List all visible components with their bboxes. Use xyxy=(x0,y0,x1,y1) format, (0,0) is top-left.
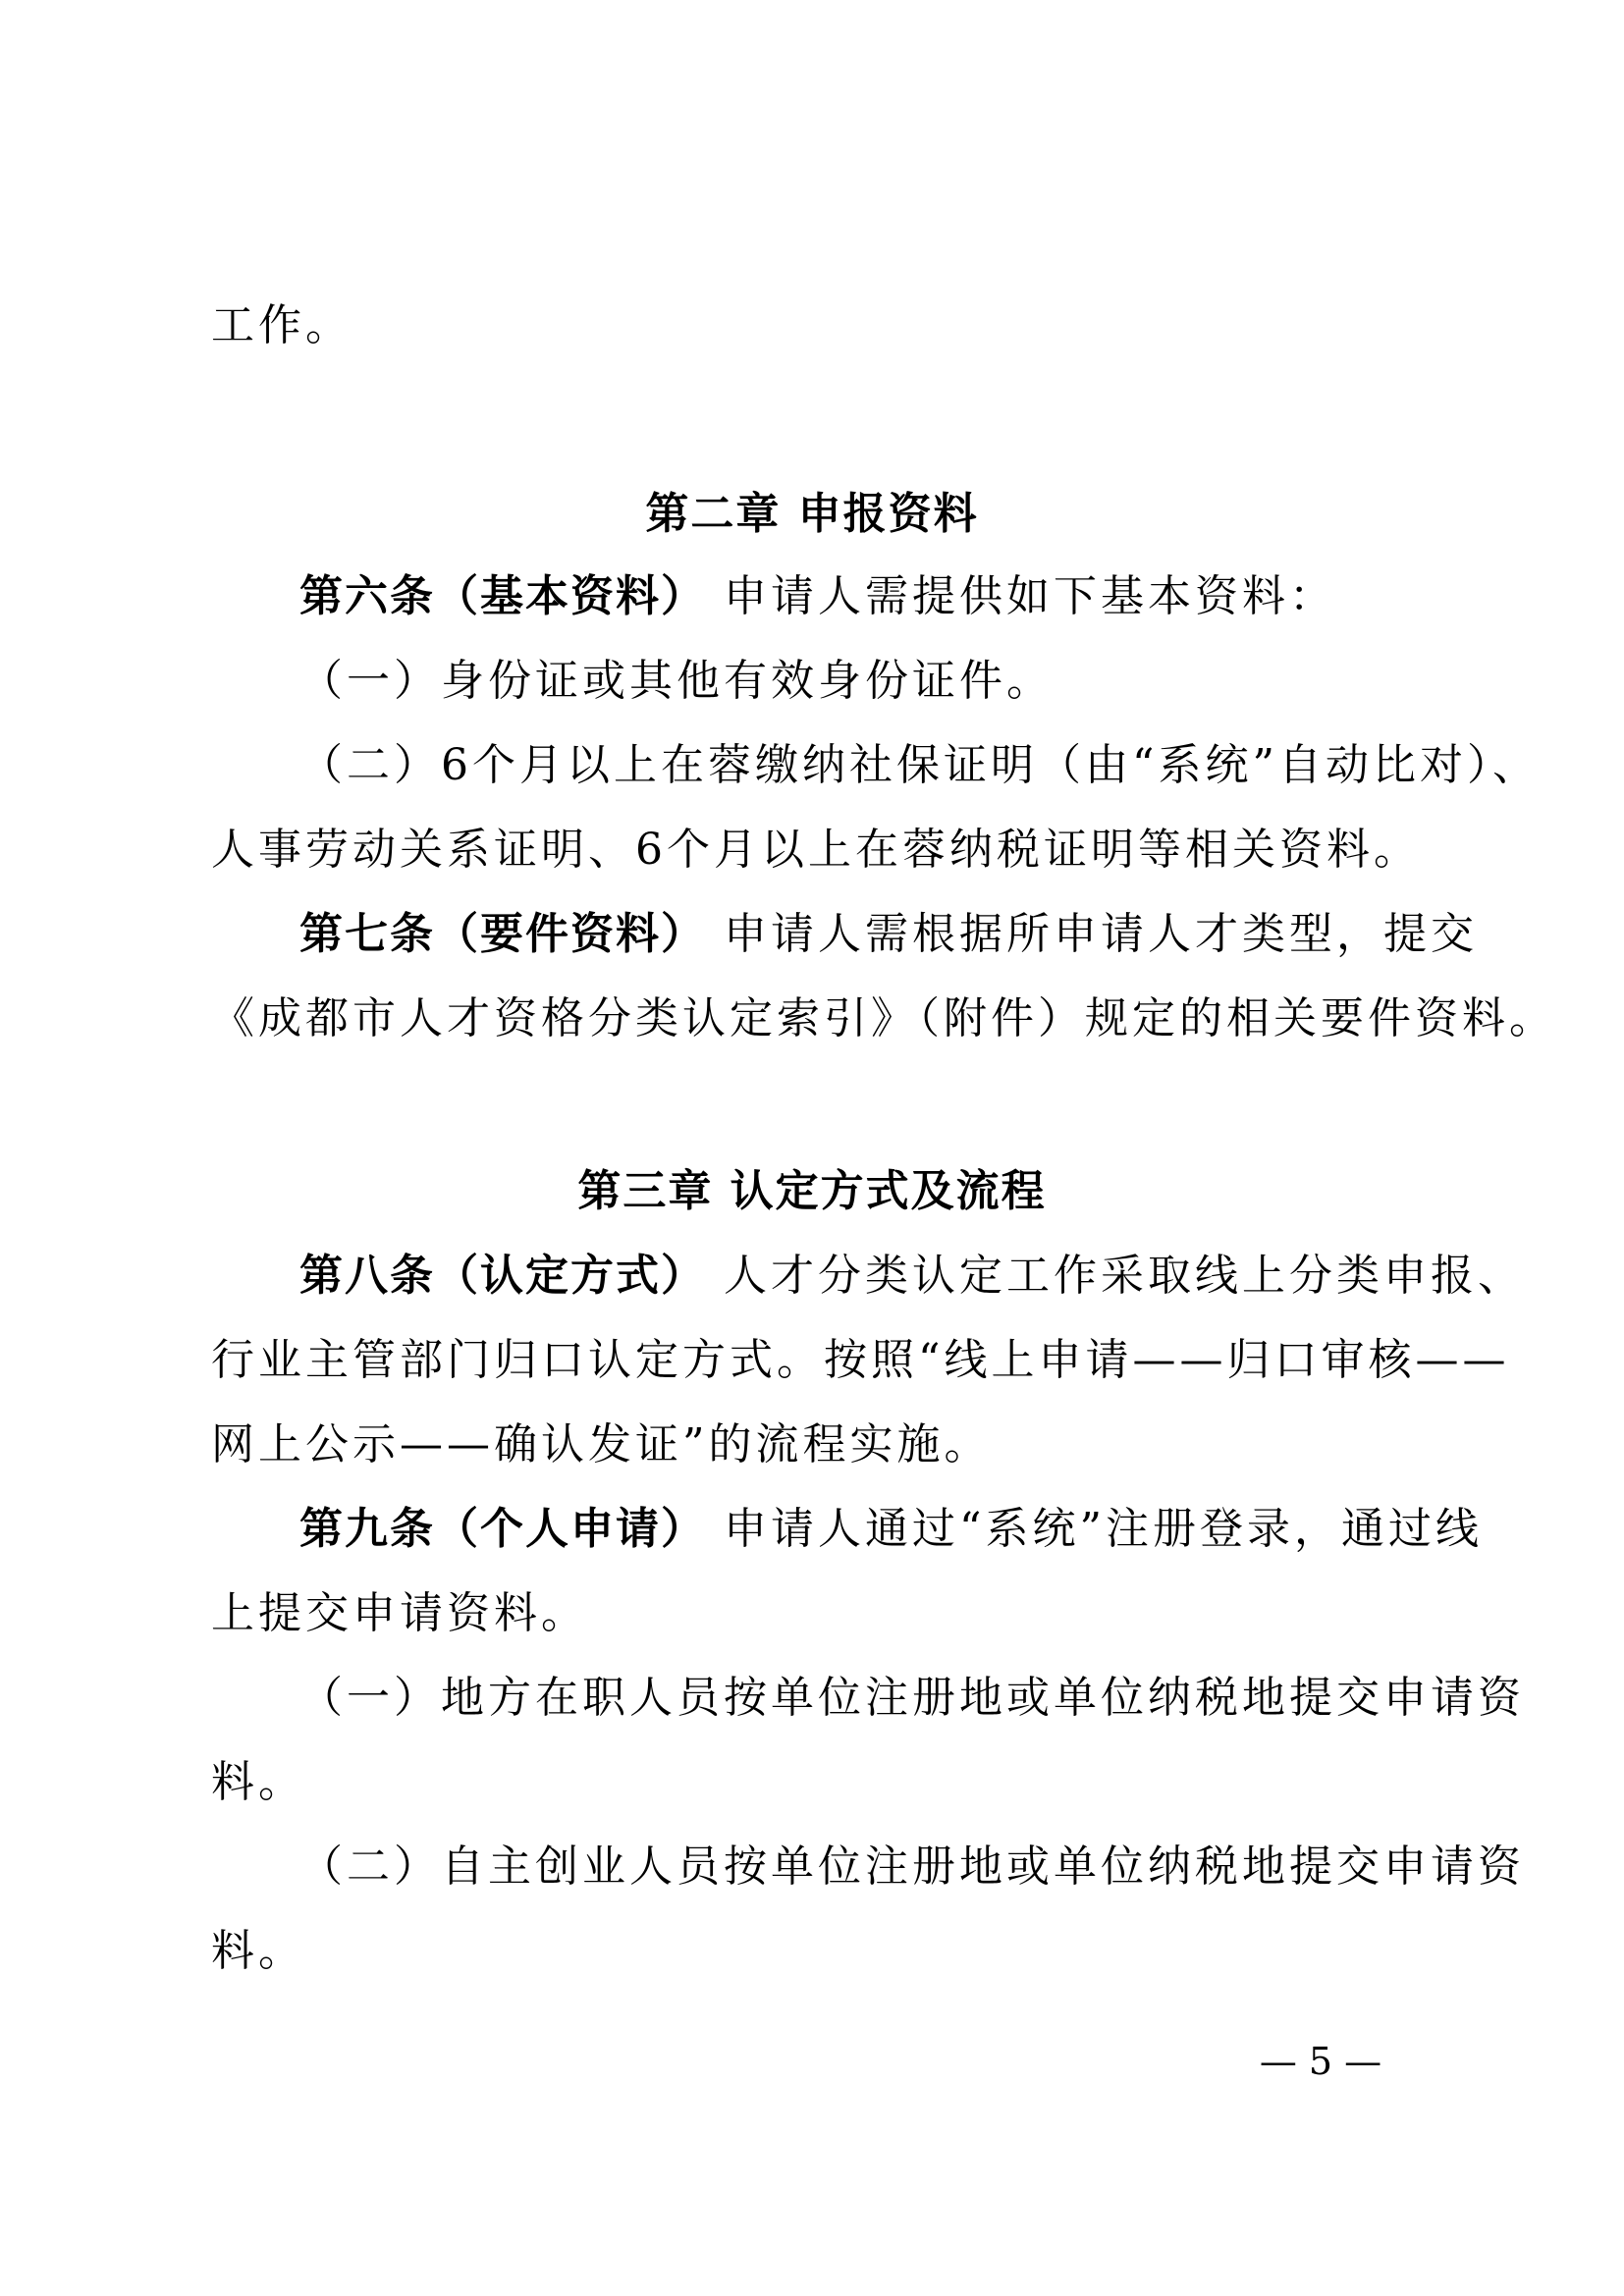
article-6-heading: 第六条（基本资料） xyxy=(299,571,706,621)
article-8 xyxy=(299,1247,1525,1306)
article-7-text-line-1: 申请人需根据所申请人才类型，提交 xyxy=(706,909,1478,959)
article-6 xyxy=(299,567,1517,626)
paragraph-intro-tail xyxy=(211,296,1429,355)
article-9-item-1-line-1: （一）地方在职人员按单位注册地或单位纳税地提交申请资 xyxy=(299,1673,1525,1723)
article-8-text-line-1: 人才分类认定工作采取线上分类申报、 xyxy=(706,1251,1525,1301)
article-8-heading: 第八条（认定方式） xyxy=(299,1251,706,1301)
article-9-text-line-1: 申请人通过“系统”注册登录，通过线 xyxy=(706,1504,1483,1554)
article-6-item-2-line-2: 人事劳动关系证明、6个月以上在蓉纳税证明等相关资料。 xyxy=(211,825,1421,875)
article-8-text-line-3: 网上公示——确认发证”的流程实施。 xyxy=(211,1419,992,1469)
article-9-text-line-2: 上提交申请资料。 xyxy=(211,1588,588,1638)
article-6-item-2-line-1: （二）6个月以上在蓉缴纳社保证明（由“系统”自动比对）、 xyxy=(299,740,1540,790)
article-6-item-1: （一）身份证或其他有效身份证件。 xyxy=(299,656,1054,706)
article-6-text: 申请人需提供如下基本资料： xyxy=(706,571,1336,621)
chapter-3-title: 第三章 认定方式及流程 xyxy=(577,1166,1047,1216)
article-9-item-2-line-2: 料。 xyxy=(211,1926,305,1976)
article-9-item-1-line-2: 料。 xyxy=(211,1757,305,1807)
page-number: — 5 — xyxy=(1259,2040,1382,2083)
article-8-text-line-2: 行业主管部门归口认定方式。按照“线上申请——归口审核—— xyxy=(211,1335,1510,1385)
article-9-item-2-line-1: （二）自主创业人员按单位注册地或单位纳税地提交申请资 xyxy=(299,1842,1525,1892)
chapter-2-title: 第二章 申报资料 xyxy=(645,489,979,539)
intro-tail-text: 工作。 xyxy=(211,300,352,350)
article-7-text-line-2: 《成都市人才资格分类认定索引》（附件）规定的相关要件资料。 xyxy=(211,993,1556,1043)
article-9 xyxy=(299,1500,1517,1559)
article-7 xyxy=(299,905,1517,964)
article-7-heading: 第七条（要件资料） xyxy=(299,909,706,959)
article-9-heading: 第九条（个人申请） xyxy=(299,1504,706,1554)
